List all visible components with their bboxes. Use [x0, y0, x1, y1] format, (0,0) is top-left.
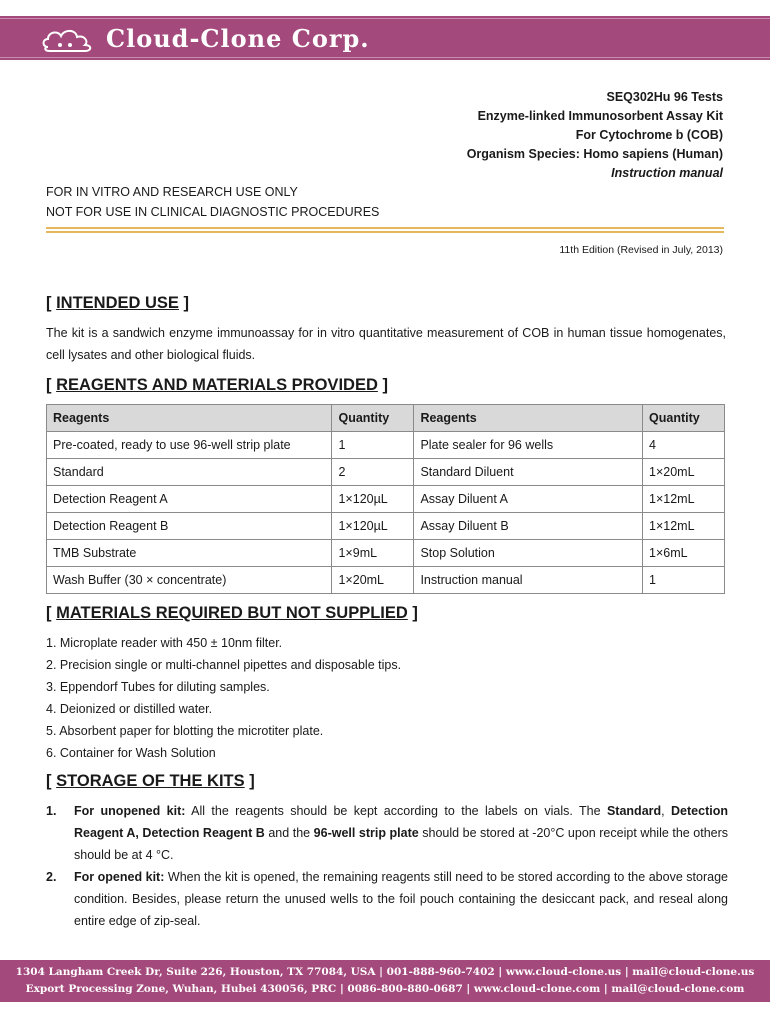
table-cell: TMB Substrate — [47, 540, 332, 567]
footer-band — [0, 960, 770, 1002]
item-body — [74, 866, 728, 932]
item-text: All the reagents should be kept according to the labels on vials. The — [185, 804, 607, 818]
item-body — [74, 800, 728, 866]
table-cell: 1 — [643, 567, 725, 594]
list-item — [46, 800, 728, 866]
table-cell: 2 — [332, 459, 414, 486]
table-row — [47, 459, 725, 486]
list-item: 2. Precision single or multi-channel pipettes and disposable tips. — [46, 658, 402, 672]
table-cell: Instruction manual — [414, 567, 643, 594]
materials-title: MATERIALS REQUIRED BUT NOT SUPPLIED — [56, 604, 408, 622]
table-cell: Standard Diluent — [414, 459, 643, 486]
table-cell: Detection Reagent A — [47, 486, 332, 513]
intended-use-title: INTENDED USE — [56, 294, 179, 312]
table-cell: 1×120µL — [332, 513, 414, 540]
divider-bottom — [46, 231, 724, 233]
catalog-number: SEQ302Hu 96 Tests — [606, 90, 723, 104]
materials-list — [46, 632, 401, 764]
item-bold: 96-well strip plate — [313, 826, 419, 840]
header-cell: Reagents — [414, 405, 643, 432]
table-cell: 1×20mL — [332, 567, 414, 594]
footer-address-us: 1304 Langham Creek Dr, Suite 226, Houston, TX 77084, USA | 001-888-960-7402 | www.cloud-clone.us | mail@cloud-clone.us — [15, 966, 755, 978]
header-cell: Quantity — [643, 405, 725, 432]
intended-use-text: The kit is a sandwich enzyme immunoassay for in vitro quantitative measurement of COB in human tissue homogenates, cell lysates and other biological fluids. — [46, 326, 726, 362]
item-bold: Standard — [606, 804, 662, 818]
logo-text: Cloud-Clone Corp. — [106, 24, 370, 53]
table-row — [47, 486, 725, 513]
intended-use-heading: [ INTENDED USE ] — [46, 294, 190, 312]
use-notice — [46, 182, 379, 222]
table-cell: Stop Solution — [414, 540, 643, 567]
list-item: 1. Microplate reader with 450 ± 10nm filter. — [46, 636, 283, 650]
table-cell: Pre-coated, ready to use 96-well strip plate — [47, 432, 332, 459]
reagents-table — [46, 404, 725, 594]
table-row — [47, 567, 725, 594]
table-cell: Assay Diluent A — [414, 486, 643, 513]
table-cell: 1×9mL — [332, 540, 414, 567]
table-cell: 4 — [643, 432, 725, 459]
item-text: When the kit is opened, the remaining reagents still need to be stored according to the above storage condition. Besides, please return the unused wells to the foil pouch containing the desiccant pack, and reseal along entire edge of zip-seal. — [74, 870, 728, 928]
footer-address-prc: Export Processing Zone, Wuhan, Hubei 430056, PRC | 0086-800-880-0687 | www.cloud-clone.com | mail@cloud-clone.com — [25, 983, 745, 995]
list-item: 4. Deionized or distilled water. — [46, 702, 213, 716]
item-number: 2. — [46, 870, 57, 884]
table-cell: 1×12mL — [643, 513, 725, 540]
table-cell: Detection Reagent B — [47, 513, 332, 540]
storage-title: STORAGE OF THE KITS — [56, 772, 245, 790]
table-cell: Plate sealer for 96 wells — [414, 432, 643, 459]
table-cell: 1×12mL — [643, 486, 725, 513]
header-line-top — [0, 18, 770, 19]
kit-title-block — [467, 88, 723, 183]
table-cell: Assay Diluent B — [414, 513, 643, 540]
table-row — [47, 432, 725, 459]
manual-label: Instruction manual — [611, 166, 723, 180]
list-item — [46, 866, 728, 932]
reagents-title: REAGENTS AND MATERIALS PROVIDED — [56, 376, 378, 394]
use-notice-line2: NOT FOR USE IN CLINICAL DIAGNOSTIC PROCEDURES — [46, 205, 380, 219]
table-cell: 1 — [332, 432, 414, 459]
item-lead: For opened kit: — [74, 870, 165, 884]
table-cell: 1×120µL — [332, 486, 414, 513]
item-lead: For unopened kit: — [74, 804, 186, 818]
header-band — [0, 16, 770, 60]
header-line-bottom — [0, 57, 770, 58]
header-cell: Reagents — [47, 405, 332, 432]
company-logo — [40, 24, 370, 53]
table-row — [47, 513, 725, 540]
list-item: 3. Eppendorf Tubes for diluting samples. — [46, 680, 270, 694]
cloud-logo-icon — [40, 25, 100, 53]
organism-species: Organism Species: Homo sapiens (Human) — [466, 147, 723, 161]
storage-list — [46, 800, 728, 932]
kit-type: Enzyme-linked Immunosorbent Assay Kit — [477, 109, 723, 123]
table-cell: 1×20mL — [643, 459, 725, 486]
list-item: 6. Container for Wash Solution — [46, 746, 216, 760]
kit-target: For Cytochrome b (COB) — [575, 128, 723, 142]
item-number: 1. — [46, 804, 57, 818]
materials-heading: [ MATERIALS REQUIRED BUT NOT SUPPLIED ] — [46, 604, 418, 622]
edition-label: 11th Edition (Revised in July, 2013) — [559, 244, 723, 256]
table-row — [47, 540, 725, 567]
table-header-row — [47, 405, 725, 432]
item-bold: Detection Reagent A, Detection Reagent B — [74, 804, 728, 840]
storage-heading: [ STORAGE OF THE KITS ] — [46, 772, 255, 790]
divider-top — [46, 227, 724, 229]
table-cell: Standard — [47, 459, 332, 486]
table-cell: Wash Buffer (30 × concentrate) — [47, 567, 332, 594]
use-notice-line1: FOR IN VITRO AND RESEARCH USE ONLY — [46, 185, 298, 199]
item-text: and the — [264, 826, 314, 840]
item-text: should be stored at -20°C upon receipt while the others should be at 4 °C. — [74, 826, 729, 862]
item-text: , — [661, 804, 672, 818]
list-item: 5. Absorbent paper for blotting the microtiter plate. — [46, 724, 324, 738]
table-cell: 1×6mL — [643, 540, 725, 567]
header-cell: Quantity — [332, 405, 414, 432]
reagents-heading: [ REAGENTS AND MATERIALS PROVIDED ] — [46, 376, 388, 394]
